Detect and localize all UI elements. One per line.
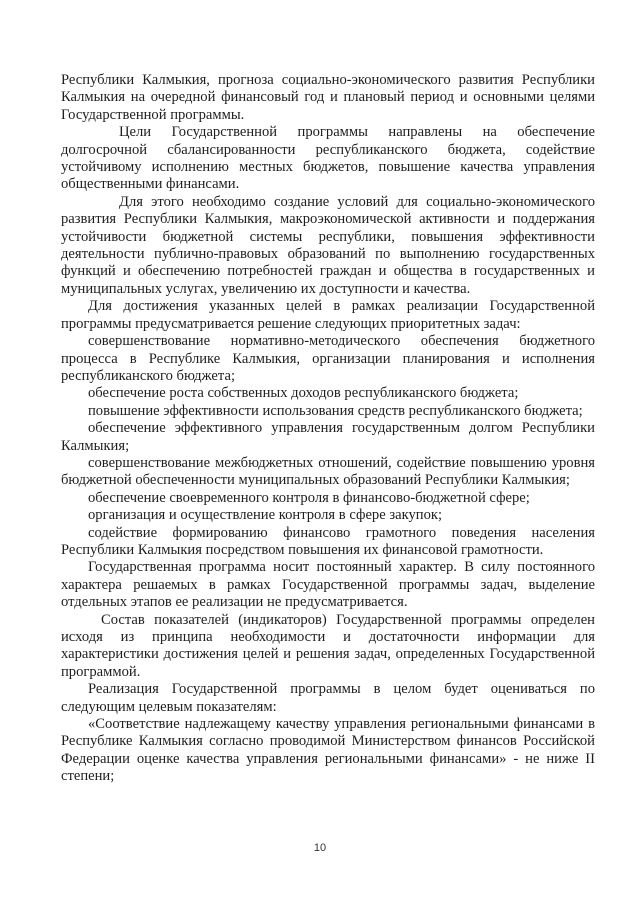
paragraph-intro-continuation: Республики Калмыкия, прогноза социально-экономического развития Республики Калмыкия на очередной финансовый год и плановый период и основными целями Государственной программы.	[61, 72, 595, 123]
task-item-financial-literacy: содействие формированию финансово грамотного поведения населения Республики Калмыкия посредством повышения их финансовой грамотности.	[61, 524, 595, 558]
paragraph-target-indicator: «Соответствие надлежащему качеству управления региональными финансами в Республике Калмыкия согласно проводимой Министерством финансов Российской Федерации оценке качества управления региональными финансами» - не ниже II степени;	[61, 716, 595, 785]
task-item-spending-efficiency: повышение эффективности использования средств республиканского бюджета;	[88, 402, 583, 419]
page-number: 10	[313, 842, 327, 854]
task-item-interbudget-relations: совершенствование межбюджетных отношений, содействие повышению уровня бюджетной обеспеченности муниципальных образований Республики Калмыкия;	[61, 454, 595, 489]
document-body	[61, 72, 595, 786]
paragraph-program-permanent: Государственная программа носит постоянный характер. В силу постоянного характера решаемых в рамках Государственной программы задач, выделение отдельных этапов ее реализации не предусматривается.	[61, 559, 595, 611]
task-item-debt-management: обеспечение эффективного управления государственным долгом Республики Калмыкия;	[61, 420, 595, 454]
task-item-financial-control: обеспечение своевременного контроля в финансово-бюджетной сфере;	[88, 489, 530, 506]
paragraph-indicators: Состав показателей (индикаторов) Государственной программы определен исходя из принципа необходимости и достаточности информации для характеристики достижения целей и решения задач, определенных Государственной программой.	[61, 611, 595, 680]
task-item-budget-process: совершенствование нормативно-методического обеспечения бюджетного процесса в Республике Калмыкия, организации планирования и исполнения республиканского бюджета;	[61, 333, 595, 384]
task-item-own-revenue: обеспечение роста собственных доходов республиканского бюджета;	[88, 385, 519, 402]
paragraph-program-goals: Цели Государственной программы направлены на обеспечение долгосрочной сбалансированности республиканского бюджета, содействие устойчивому исполнению местных бюджетов, повышение качества управления общественными финансами.	[61, 124, 595, 193]
paragraph-evaluation: Реализация Государственной программы в целом будет оцениваться по следующим целевым показателям:	[61, 681, 595, 715]
paragraph-tasks-intro: Для достижения указанных целей в рамках реализации Государственной программы предусматривается решение следующих приоритетных задач:	[61, 298, 595, 332]
task-item-procurement-control: организация и осуществление контроля в сфере закупок;	[88, 507, 443, 524]
paragraph-conditions: Для этого необходимо создание условий для социально-экономического развития Республики Калмыкия, макроэкономической активности и поддержания устойчивости бюджетной системы республики, повышения эффективности деятельности публично-правовых образований по выполнению государственных функций и обеспечению потребностей граждан и общества в государственных и муниципальных услугах, увеличению их доступности и качества.	[61, 193, 595, 297]
